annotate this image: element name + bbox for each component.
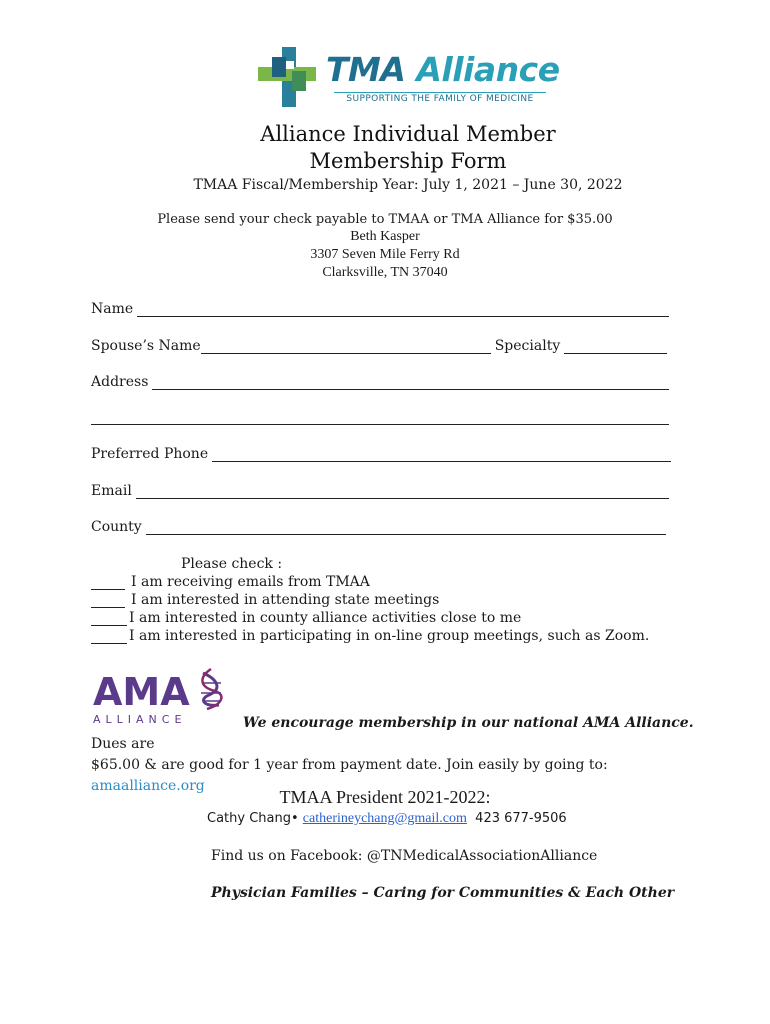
county-label: County <box>91 519 142 535</box>
county-line[interactable] <box>146 520 666 535</box>
check-item-label: I am receiving emails from TMAA <box>131 574 370 590</box>
check-item-county-activities[interactable] <box>91 610 521 626</box>
check-item-state-meetings[interactable] <box>91 592 439 608</box>
please-check-heading: Please check : <box>181 556 283 572</box>
name-line[interactable] <box>137 302 669 317</box>
spouse-name-line[interactable] <box>201 339 491 354</box>
preferred-phone-field[interactable] <box>91 446 671 462</box>
spouse-name-label: Spouse’s Name <box>91 338 201 354</box>
ama-dues-text: Dues are <box>91 736 155 752</box>
county-field[interactable] <box>91 519 666 535</box>
address-line[interactable] <box>152 375 669 390</box>
president-contact <box>207 811 567 827</box>
ama-encourage-text: We encourage membership in our national AMA Alliance. <box>243 715 694 731</box>
email-line[interactable] <box>136 484 669 499</box>
check-item-emails[interactable] <box>91 574 370 590</box>
form-title-line1: Alliance Individual Member <box>260 122 556 146</box>
ama-encourage-paragraph <box>91 713 711 797</box>
preferred-phone-label: Preferred Phone <box>91 446 209 462</box>
tma-cross-logo-icon <box>258 47 318 107</box>
fiscal-year: TMAA Fiscal/Membership Year: July 1, 2021 – June 30, 2022 <box>193 177 623 193</box>
check-item-label: I am interested in participating in on-line group meetings, such as Zoom. <box>129 628 650 644</box>
ama-link[interactable]: amaalliance.org <box>91 778 205 794</box>
send-check-instructions: Please send your check payable to TMAA or TMA Alliance for $35.00 <box>157 212 613 227</box>
ama-dues-line2: $65.00 & are good for 1 year from payment date. Join easily by going to: <box>91 757 608 773</box>
specialty-line[interactable] <box>564 339 667 354</box>
president-name: Cathy Chang• <box>207 811 299 826</box>
ama-logo-word: AMA <box>93 670 190 714</box>
address-line-2-rule[interactable] <box>91 410 669 425</box>
check-blank[interactable] <box>91 577 125 590</box>
address-line-street: 3307 Seven Mile Ferry Rd <box>310 247 460 262</box>
address-line-city: Clarksville, TN 37040 <box>322 265 448 280</box>
address-label: Address <box>91 374 149 390</box>
facebook-info: Find us on Facebook: @TNMedicalAssociationAlliance <box>211 848 598 864</box>
specialty-label: Specialty <box>494 338 561 354</box>
address-field[interactable] <box>91 374 669 390</box>
name-label: Name <box>91 301 134 317</box>
ama-logo-sub: ALLIANCE <box>93 713 187 726</box>
check-item-label: I am interested in attending state meetings <box>131 592 440 608</box>
form-title-line2: Membership Form <box>309 149 507 173</box>
logo-tagline: SUPPORTING THE FAMILY OF MEDICINE <box>334 92 546 104</box>
address-line-2[interactable] <box>91 410 669 425</box>
check-item-label: I am interested in county alliance activities close to me <box>129 610 522 626</box>
president-phone: 423 677-9506 <box>475 811 567 826</box>
name-field[interactable] <box>91 301 669 317</box>
check-blank[interactable] <box>91 631 127 644</box>
tma-alliance-logo-text: TMA Alliance <box>326 50 560 89</box>
check-blank[interactable] <box>91 595 125 608</box>
slogan: Physician Families – Caring for Communities & Each Other <box>211 885 675 901</box>
email-label: Email <box>91 483 132 499</box>
preferred-phone-line[interactable] <box>212 447 671 462</box>
check-blank[interactable] <box>91 613 127 626</box>
president-heading: TMAA President 2021-2022: <box>279 787 491 807</box>
email-field[interactable] <box>91 483 669 499</box>
president-email-link[interactable]: catherineychang@gmail.com <box>302 811 467 826</box>
spouse-specialty-row <box>91 338 667 354</box>
check-item-online-meetings[interactable] <box>91 628 649 644</box>
address-line-name: Beth Kasper <box>350 229 420 244</box>
